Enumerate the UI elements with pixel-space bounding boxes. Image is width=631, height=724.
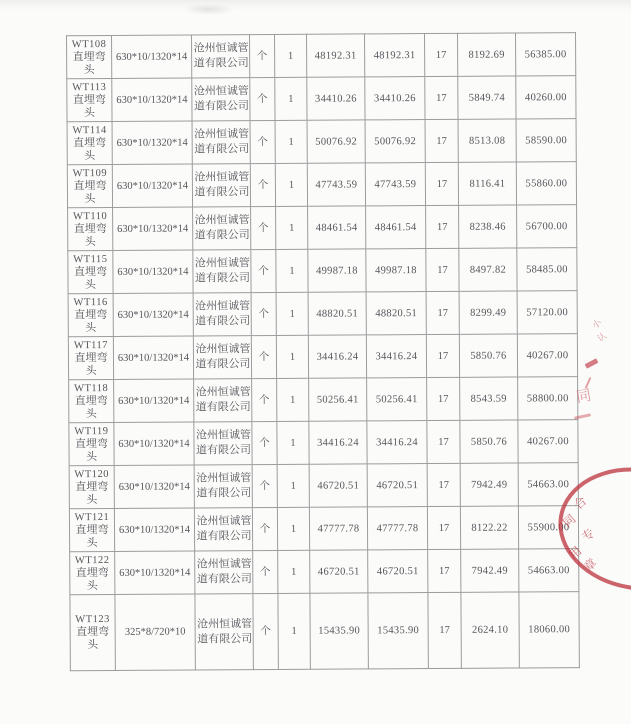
quantity-cell: 1 xyxy=(275,77,307,120)
table-row xyxy=(70,592,579,671)
supplier-name: 沧州恒诚管道有限公司 xyxy=(196,515,252,543)
price-cell: 46720.51 xyxy=(309,464,367,507)
price-cell: 50256.41 xyxy=(309,378,367,421)
seal-character: 同 xyxy=(560,511,579,531)
supplier-name: 沧州恒诚管道有限公司 xyxy=(196,558,252,586)
tax-cell: 2624.10 xyxy=(461,592,519,668)
table-row xyxy=(69,506,578,552)
price-cell: 49987.18 xyxy=(308,249,366,292)
spec-cell: 630*10/1320*14 xyxy=(112,121,192,164)
item-name: 直埋弯头 xyxy=(75,480,109,506)
quantity-cell: 1 xyxy=(277,464,309,507)
total-cell: 58485.00 xyxy=(517,248,577,291)
item-code: WT117 xyxy=(73,339,109,351)
amount-cell: 34416.24 xyxy=(367,421,427,464)
table-row xyxy=(69,377,578,423)
price-cell: 48820.51 xyxy=(308,292,366,335)
seal-character: 专 xyxy=(579,525,598,545)
supplier-name: 沧州恒诚管道有限公司 xyxy=(195,429,252,457)
supplier-cell xyxy=(192,164,250,207)
item-code: WT122 xyxy=(74,554,110,566)
spec-cell: 630*10/1320*14 xyxy=(112,35,192,78)
unit-cell: 个 xyxy=(250,77,275,120)
item-cell xyxy=(69,508,114,551)
spec-cell: 630*10/1320*14 xyxy=(113,336,193,379)
item-cell xyxy=(69,465,114,508)
item-name: 直埋弯头 xyxy=(76,625,110,652)
price-cell: 34416.24 xyxy=(309,421,367,464)
supplier-name: 沧州恒诚管道有限公司 xyxy=(195,386,251,414)
quantity-cell: 1 xyxy=(276,249,308,292)
spec-cell: 630*10/1320*14 xyxy=(114,379,194,422)
item-cell xyxy=(68,207,113,250)
item-cell xyxy=(68,336,113,379)
supplier-cell xyxy=(193,293,251,336)
unit-cell: 个 xyxy=(252,507,277,550)
supplier-cell xyxy=(193,336,251,379)
spec-cell: 630*10/1320*14 xyxy=(114,508,194,551)
item-cell xyxy=(69,422,114,465)
amount-cell: 48192.31 xyxy=(365,34,425,77)
unit-cell: 个 xyxy=(252,464,277,507)
supplier-cell xyxy=(195,551,253,594)
supplier-name: 沧州恒诚管道有限公司 xyxy=(196,472,252,500)
supplier-cell xyxy=(192,78,250,121)
unit-cell: 个 xyxy=(253,550,278,593)
tax-cell: 7942.49 xyxy=(461,549,519,592)
tax-rate-cell: 17 xyxy=(425,76,458,119)
price-cell: 34416.24 xyxy=(308,335,366,378)
unit-cell: 个 xyxy=(252,421,277,464)
item-cell xyxy=(69,379,114,422)
unit-cell: 个 xyxy=(253,593,278,669)
supplier-name: 沧州恒诚管道有限公司 xyxy=(194,257,251,285)
unit-cell: 个 xyxy=(250,163,275,206)
price-cell: 50076.92 xyxy=(307,120,365,163)
tax-rate-cell: 17 xyxy=(428,592,461,668)
spec-cell: 630*10/1320*14 xyxy=(115,551,195,594)
total-cell: 18060.00 xyxy=(519,592,579,668)
amount-cell: 48461.54 xyxy=(366,206,426,249)
item-code: WT116 xyxy=(73,296,108,308)
supplier-name: 沧州恒诚管道有限公司 xyxy=(193,85,249,113)
tax-rate-cell: 17 xyxy=(426,291,459,334)
item-code: WT118 xyxy=(74,382,109,394)
quantity-cell: 1 xyxy=(278,550,310,593)
quantity-cell: 1 xyxy=(277,507,309,550)
unit-cell: 个 xyxy=(251,292,276,335)
price-cell: 48461.54 xyxy=(308,206,366,249)
item-name: 直埋弯头 xyxy=(75,523,109,549)
amount-cell: 49987.18 xyxy=(366,249,426,292)
supplier-name: 沧州恒诚管道有限公司 xyxy=(197,617,253,645)
supplier-name: 沧州恒诚管道有限公司 xyxy=(195,343,251,371)
tax-rate-cell: 17 xyxy=(427,463,460,506)
scan-smudge xyxy=(183,4,235,15)
table-row xyxy=(70,549,579,595)
spec-cell: 630*10/1320*14 xyxy=(113,207,193,250)
quantity-cell: 1 xyxy=(276,292,308,335)
supplier-name: 沧州恒诚管道有限公司 xyxy=(193,42,249,70)
table-row xyxy=(67,162,576,208)
tax-cell: 8299.49 xyxy=(459,291,517,334)
spec-cell: 325*8/720*10 xyxy=(115,594,195,670)
tax-cell: 8513.08 xyxy=(458,119,516,162)
table-row xyxy=(68,291,577,337)
unit-cell: 个 xyxy=(251,335,276,378)
supplier-cell xyxy=(194,508,252,551)
supplier-cell xyxy=(193,250,251,293)
spec-cell: 630*10/1320*14 xyxy=(112,164,192,207)
item-cell xyxy=(67,164,112,207)
supplier-cell xyxy=(194,379,252,422)
item-code: WT121 xyxy=(74,511,110,523)
item-code: WT110 xyxy=(72,210,108,222)
quantity-cell: 1 xyxy=(275,163,307,206)
tax-rate-cell: 17 xyxy=(428,549,461,592)
spec-cell: 630*10/1320*14 xyxy=(114,422,194,465)
item-code: WT120 xyxy=(74,468,109,480)
total-cell: 55860.00 xyxy=(516,162,576,205)
item-name: 直埋弯头 xyxy=(73,136,107,162)
tax-rate-cell: 17 xyxy=(426,248,459,291)
supplier-name: 沧州恒诚管道有限公司 xyxy=(195,300,251,328)
item-name: 直埋弯头 xyxy=(73,222,107,248)
item-name: 直埋弯头 xyxy=(74,308,108,334)
tax-rate-cell: 17 xyxy=(427,377,460,420)
stamp-stroke xyxy=(585,358,599,369)
supplier-cell xyxy=(193,207,251,250)
stamp-character: 同 xyxy=(574,387,593,407)
tax-cell: 5850.76 xyxy=(459,334,517,377)
table-row xyxy=(68,248,577,294)
amount-cell: 46720.51 xyxy=(368,550,428,593)
spec-cell: 630*10/1320*14 xyxy=(113,293,193,336)
item-code: WT123 xyxy=(75,613,110,626)
tax-rate-cell: 17 xyxy=(426,205,459,248)
tax-rate-cell: 17 xyxy=(427,420,460,463)
item-name: 直埋弯头 xyxy=(72,93,106,119)
tax-cell: 5850.76 xyxy=(460,420,518,463)
item-name: 直埋弯头 xyxy=(72,50,106,76)
item-name: 直埋弯头 xyxy=(73,265,107,291)
price-cell: 34410.26 xyxy=(307,77,365,120)
quantity-cell: 1 xyxy=(277,378,309,421)
quantity-cell: 1 xyxy=(276,206,308,249)
amount-cell: 46720.51 xyxy=(367,464,427,507)
price-cell: 15435.90 xyxy=(310,593,368,669)
amount-cell: 48820.51 xyxy=(366,292,426,335)
quantity-cell: 1 xyxy=(275,34,307,77)
total-cell: 40267.00 xyxy=(518,420,578,463)
spec-cell: 630*10/1320*14 xyxy=(112,78,192,121)
tax-cell: 8122.22 xyxy=(460,506,518,549)
item-name: 直埋弯头 xyxy=(74,394,108,420)
price-cell: 47777.78 xyxy=(309,507,367,550)
unit-cell: 个 xyxy=(250,34,275,77)
item-code: WT115 xyxy=(73,253,108,265)
tax-cell: 8543.59 xyxy=(460,377,518,420)
total-cell: 56385.00 xyxy=(515,33,575,76)
tax-cell: 7942.49 xyxy=(460,463,518,506)
item-code: WT113 xyxy=(72,81,107,93)
spec-cell: 630*10/1320*14 xyxy=(113,250,193,293)
supplier-cell xyxy=(195,594,253,670)
amount-cell: 47777.78 xyxy=(367,507,427,550)
item-name: 直埋弯头 xyxy=(75,566,109,592)
amount-cell: 50256.41 xyxy=(367,378,427,421)
unit-cell: 个 xyxy=(250,120,275,163)
total-cell: 40260.00 xyxy=(516,76,576,119)
price-cell: 47743.59 xyxy=(307,163,365,206)
total-cell: 56700.00 xyxy=(517,205,577,248)
item-code: WT114 xyxy=(72,124,107,136)
seal-character: 合 xyxy=(571,493,590,513)
item-code: WT108 xyxy=(71,38,107,50)
supplier-cell xyxy=(192,121,250,164)
spec-cell: 630*10/1320*14 xyxy=(114,465,194,508)
item-cell xyxy=(70,551,115,594)
unit-cell: 个 xyxy=(251,249,276,292)
tax-rate-cell: 17 xyxy=(426,334,459,377)
supplier-cell xyxy=(194,465,252,508)
tax-cell: 8497.82 xyxy=(459,248,517,291)
table-row xyxy=(68,334,577,380)
item-cell xyxy=(67,35,112,78)
supplier-name: 沧州恒诚管道有限公司 xyxy=(194,128,250,156)
tax-rate-cell: 17 xyxy=(425,162,458,205)
table-row xyxy=(69,463,578,509)
price-cell: 46720.51 xyxy=(310,550,368,593)
item-code: WT109 xyxy=(72,167,108,179)
quantity-cell: 1 xyxy=(276,335,308,378)
item-cell xyxy=(67,78,112,121)
tax-cell: 8192.69 xyxy=(457,33,515,76)
item-name: 直埋弯头 xyxy=(74,437,109,463)
total-cell: 55900.00 xyxy=(518,506,578,549)
table-row xyxy=(67,119,576,165)
item-code: WT119 xyxy=(74,425,109,437)
quantity-cell: 1 xyxy=(275,120,307,163)
supplier-cell xyxy=(192,35,250,78)
tax-cell: 8116.41 xyxy=(458,162,516,205)
supplier-cell xyxy=(194,422,252,465)
amount-cell: 50076.92 xyxy=(365,120,425,163)
table-row xyxy=(68,205,577,251)
stamp-mark: 小 xyxy=(590,317,604,331)
item-cell xyxy=(70,594,115,670)
table-row xyxy=(67,76,576,122)
quantity-cell: 1 xyxy=(278,593,310,669)
tax-rate-cell: 17 xyxy=(425,119,458,162)
total-cell: 40267.00 xyxy=(517,334,577,377)
unit-cell: 个 xyxy=(252,378,277,421)
tax-rate-cell: 17 xyxy=(425,33,458,76)
table-row xyxy=(67,33,576,79)
items-table xyxy=(66,32,580,671)
tax-rate-cell: 17 xyxy=(427,506,460,549)
price-cell: 48192.31 xyxy=(307,34,365,77)
seal-character: 用 xyxy=(566,543,585,563)
item-name: 直埋弯头 xyxy=(73,179,107,205)
tax-cell: 8238.46 xyxy=(459,205,517,248)
amount-cell: 47743.59 xyxy=(365,163,425,206)
seal-character: 章 xyxy=(581,555,600,575)
tax-cell: 5849.74 xyxy=(458,76,516,119)
supplier-name: 沧州恒诚管道有限公司 xyxy=(194,214,250,242)
table-row xyxy=(69,420,578,466)
total-cell: 57120.00 xyxy=(517,291,577,334)
total-cell: 58800.00 xyxy=(518,377,578,420)
amount-cell: 15435.90 xyxy=(368,593,428,669)
table-sheet xyxy=(66,32,580,671)
stamp-mark: 认 xyxy=(595,330,609,344)
unit-cell: 个 xyxy=(251,206,276,249)
amount-cell: 34416.24 xyxy=(366,335,426,378)
total-cell: 54663.00 xyxy=(518,463,578,506)
item-cell xyxy=(68,250,113,293)
quantity-cell: 1 xyxy=(277,421,309,464)
total-cell: 54663.00 xyxy=(519,549,579,592)
item-name: 直埋弯头 xyxy=(74,351,108,377)
item-cell xyxy=(68,293,113,336)
supplier-name: 沧州恒诚管道有限公司 xyxy=(194,171,250,199)
amount-cell: 34410.26 xyxy=(365,77,425,120)
item-cell xyxy=(67,121,112,164)
table-body xyxy=(67,33,580,671)
total-cell: 58590.00 xyxy=(516,119,576,162)
